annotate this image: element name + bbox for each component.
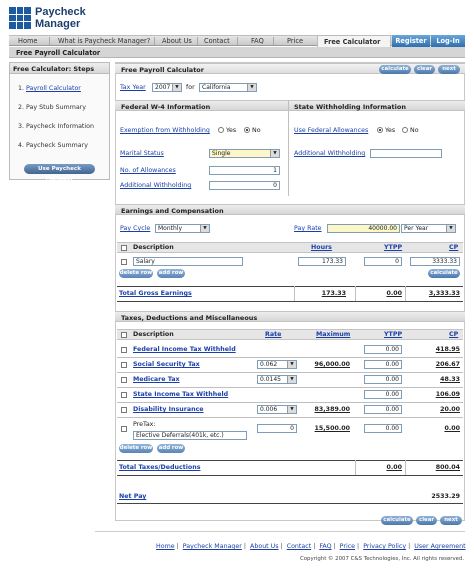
use-fed-yes-radio[interactable] — [377, 127, 383, 133]
footer-links — [156, 543, 466, 550]
tax-year-select[interactable]: 2007 ▼ — [152, 83, 182, 92]
earnings-row-checkbox[interactable] — [121, 259, 127, 265]
earnings-total-rule — [117, 286, 463, 287]
step-paycheck-summary: 4. Paycheck Summary — [18, 142, 88, 149]
next-button-top[interactable]: next — [438, 65, 460, 74]
state-select[interactable]: California ▼ — [199, 83, 257, 92]
earnings-title: Earnings and Compensation — [121, 207, 224, 215]
earnings-row-hours-input[interactable]: 173.33 — [298, 257, 346, 266]
total-divider — [294, 286, 295, 301]
tax-row-social-security-ytpp-input[interactable]: 0.00 — [364, 360, 402, 369]
use-fed-no-label: No — [410, 127, 419, 134]
taxes-select-all-checkbox[interactable] — [121, 332, 127, 338]
nav-home[interactable]: Home — [18, 37, 38, 45]
pretax-type-input[interactable]: Elective Deferrals(401k, etc.) — [133, 431, 247, 440]
earnings-row-cp-input[interactable]: 3333.33 — [410, 257, 460, 266]
exemption-no-radio[interactable] — [244, 127, 250, 133]
w4-title: Federal W-4 Information — [121, 103, 211, 111]
footer-link-faq[interactable]: FAQ — [319, 543, 332, 550]
total-divider — [405, 286, 406, 301]
tax-row-medicare[interactable]: Medicare Tax — [133, 376, 180, 383]
total-divider — [405, 460, 406, 475]
tax-row-checkbox[interactable] — [121, 392, 127, 398]
exemption-link[interactable]: Exemption from Withholding — [120, 127, 210, 134]
step-payroll-calculator[interactable]: 1. Payroll Calculator — [18, 85, 81, 92]
taxes-delete-row-button[interactable]: delete row — [119, 445, 153, 451]
nav-free-calculator[interactable]: Free Calculator — [317, 35, 391, 47]
nav-separator — [49, 37, 50, 45]
step-paycheck-information: 3. Paycheck Information — [18, 123, 94, 130]
taxes-title: Taxes, Deductions and Miscellaneous — [121, 314, 258, 322]
tax-row-social-security-maximum: 96,000.00 — [314, 361, 350, 368]
exemption-yes-radio[interactable] — [218, 127, 224, 133]
footer-link-price[interactable]: Price — [339, 543, 356, 550]
nav-what-is[interactable]: What is Paycheck Manager? — [58, 37, 151, 45]
nav-price[interactable]: Price — [287, 37, 304, 45]
nav-contact[interactable]: Contact — [204, 37, 230, 45]
footer-link-user-agreement[interactable]: User Agreement — [414, 543, 466, 550]
tax-row-federal-income-tax[interactable]: Federal Income Tax Withheld — [133, 346, 236, 353]
pay-rate-link[interactable]: Pay Rate — [294, 225, 322, 232]
nav-separator — [197, 37, 198, 45]
total-divider — [355, 286, 356, 301]
exemption-yes-label: Yes — [226, 127, 237, 134]
footer-separator: | — [333, 543, 336, 550]
tax-row-disability-cp: 20.00 — [440, 406, 460, 413]
pretax-rate-input[interactable]: 0 — [257, 424, 297, 433]
pretax-label: PreTax: — [133, 421, 156, 428]
net-pay-rule — [117, 503, 463, 504]
total-gross-earnings-link[interactable]: Total Gross Earnings — [119, 290, 192, 297]
earnings-add-row-button[interactable]: add row — [158, 270, 184, 276]
tax-row-medicare-cp: 48.33 — [440, 376, 460, 383]
main-nav — [9, 35, 465, 46]
taxes-col-maximum[interactable]: Maximum — [316, 331, 351, 338]
tax-row-checkbox[interactable] — [121, 407, 127, 413]
state-additional-withholding-link[interactable]: Additional Withholding — [294, 150, 366, 157]
footer-separator: | — [313, 543, 316, 550]
tax-row-federal-ytpp-input[interactable]: 0.00 — [364, 345, 402, 354]
net-pay-value: 2533.29 — [431, 493, 460, 500]
earnings-row-description-input[interactable]: Salary — [133, 257, 243, 266]
pay-rate-input[interactable]: 40000.00 — [327, 224, 400, 233]
total-ytpp-value: 0.00 — [386, 290, 402, 297]
marital-status-select[interactable]: Single ▼ — [209, 149, 280, 158]
total-taxes-ytpp: 0.00 — [386, 464, 402, 471]
tax-row-checkbox[interactable] — [121, 362, 127, 368]
for-label: for — [186, 84, 195, 91]
footer-rule — [95, 531, 465, 532]
clear-button-top[interactable]: clear — [414, 65, 435, 74]
taxes-add-row-button[interactable]: add row — [158, 445, 184, 451]
pay-cycle-link[interactable]: Pay Cycle — [120, 225, 151, 232]
row-divider — [117, 372, 463, 373]
earnings-header — [115, 204, 465, 215]
nav-separator — [154, 37, 155, 45]
footer-link-privacy-policy[interactable]: Privacy Policy — [363, 543, 407, 550]
tax-row-disability-insurance[interactable]: Disability Insurance — [133, 406, 204, 413]
use-fed-yes-label: Yes — [385, 127, 396, 134]
footer-separator: | — [357, 543, 360, 550]
net-pay-link[interactable]: Net Pay — [119, 493, 147, 500]
earnings-total-rule-bottom — [117, 301, 463, 302]
total-divider — [355, 460, 356, 475]
exemption-no-label: No — [252, 127, 261, 134]
logo[interactable] — [9, 5, 91, 33]
tax-row-social-security-rate-select[interactable]: 0.062 ▼ — [257, 360, 297, 369]
additional-withholding-input[interactable]: 0 — [209, 181, 280, 190]
logo-grid-icon — [9, 7, 31, 29]
steps-sidebar — [9, 62, 110, 180]
footer-separator: | — [408, 543, 411, 550]
earnings-calculate-button[interactable]: calculate — [428, 269, 460, 278]
tax-row-checkbox[interactable] — [121, 426, 127, 432]
tax-row-checkbox[interactable] — [121, 377, 127, 383]
taxes-col-rate[interactable]: Rate — [265, 331, 282, 338]
footer-link-about-us[interactable]: About Us — [250, 543, 279, 550]
tax-row-social-security-cp: 206.67 — [435, 361, 460, 368]
total-taxes-deductions-link[interactable]: Total Taxes/Deductions — [119, 464, 201, 471]
calculator-title: Free Payroll Calculator — [121, 66, 204, 74]
tax-row-state-cp: 106.09 — [435, 391, 460, 398]
earnings-row-ytpp-input[interactable]: 0 — [364, 257, 402, 266]
row-divider — [117, 417, 463, 418]
allowances-input[interactable]: 1 — [209, 166, 280, 175]
tax-row-medicare-ytpp-input[interactable]: 0.00 — [364, 375, 402, 384]
tax-row-state-income-tax[interactable]: State Income Tax Withheld — [133, 391, 229, 398]
marital-status-link[interactable]: Marital Status — [120, 150, 164, 157]
calculate-button-top[interactable]: calculate — [379, 65, 411, 74]
row-divider — [117, 357, 463, 358]
login-button[interactable]: Log-In — [431, 35, 465, 47]
tax-year-link[interactable]: Tax Year — [120, 84, 146, 91]
taxes-col-ytpp[interactable]: YTPP — [384, 331, 403, 338]
tax-row-social-security[interactable]: Social Security Tax — [133, 361, 200, 368]
page-title-bar — [9, 47, 465, 58]
logo-text-line1: Paycheck — [35, 6, 86, 18]
footer-separator: | — [243, 543, 247, 550]
earnings-delete-row-button[interactable]: delete row — [119, 270, 153, 276]
copyright: Copyright © 2007 C&S Technologies, Inc. All rights reserved. — [300, 556, 465, 562]
tax-row-medicare-rate-select[interactable]: 0.0145 ▼ — [257, 375, 297, 384]
allowances-link[interactable]: No. of Allowances — [120, 167, 176, 174]
total-hours-value: 173.33 — [321, 290, 346, 297]
sidebar-title: Free Calculator: Steps — [10, 63, 109, 74]
logo-text-line2: Manager — [35, 18, 81, 30]
earnings-col-ytpp[interactable]: YTPP — [384, 244, 403, 251]
pay-rate-unit-select[interactable]: Per Year ▼ — [401, 224, 456, 233]
pretax-ytpp-input[interactable]: 0.00 — [364, 424, 402, 433]
nav-separator — [273, 37, 274, 45]
total-cp-value: 3,333.33 — [428, 290, 460, 297]
tax-row-disability-rate-select[interactable]: 0.006 ▼ — [257, 405, 297, 414]
taxes-total-rule — [117, 460, 463, 461]
nav-faq[interactable]: FAQ — [251, 37, 264, 45]
tax-row-disability-ytpp-input[interactable]: 0.00 — [364, 405, 402, 414]
step-pay-stub-summary: 2. Pay Stub Summary — [18, 104, 86, 111]
next-button-bottom[interactable]: next — [440, 516, 462, 525]
state-additional-withholding-input[interactable] — [370, 149, 442, 158]
calculator-header — [115, 63, 465, 74]
nav-about-us[interactable]: About Us — [162, 37, 192, 45]
step-payroll-calculator-link[interactable]: Payroll Calculator — [26, 85, 81, 92]
row-divider — [117, 387, 463, 388]
earnings-col-hours[interactable]: Hours — [311, 244, 332, 251]
w4-header — [115, 100, 465, 111]
earnings-col-description: Description — [133, 244, 174, 251]
use-paycheck-manager-button[interactable]: Use Paycheck Manager — [24, 164, 95, 174]
earnings-col-cp[interactable]: CP — [449, 244, 459, 251]
page-title: Free Payroll Calculator — [16, 49, 101, 57]
footer-separator: | — [280, 543, 283, 550]
footer-separator: | — [176, 543, 179, 550]
row-divider — [117, 402, 463, 403]
calculate-button-bottom[interactable]: calculate — [381, 516, 413, 525]
taxes-col-description: Description — [133, 331, 174, 338]
tax-row-state-ytpp-input[interactable]: 0.00 — [364, 390, 402, 399]
register-button[interactable]: Register — [392, 35, 430, 47]
total-taxes-cp: 800.04 — [435, 464, 460, 471]
use-federal-allowances-link[interactable]: Use Federal Allowances — [294, 127, 369, 134]
earnings-select-all-checkbox[interactable] — [121, 245, 127, 251]
clear-button-bottom[interactable]: clear — [416, 516, 437, 525]
state-withholding-title: State Withholding Information — [294, 103, 406, 111]
pretax-maximum: 15,500.00 — [314, 425, 350, 432]
additional-withholding-link[interactable]: Additional Withholding — [120, 182, 192, 189]
nav-separator — [237, 37, 238, 45]
taxes-header — [115, 311, 465, 322]
footer-link-contact[interactable]: Contact — [286, 543, 312, 550]
footer-link-home[interactable]: Home — [156, 543, 175, 550]
use-fed-no-radio[interactable] — [402, 127, 408, 133]
taxes-col-cp[interactable]: CP — [449, 331, 459, 338]
pretax-cp: 0.00 — [444, 425, 460, 432]
tax-row-disability-maximum: 83,389.00 — [314, 406, 350, 413]
taxes-total-rule-bottom — [117, 475, 463, 476]
tax-row-checkbox[interactable] — [121, 347, 127, 353]
footer-link-paycheck-manager[interactable]: Paycheck Manager — [182, 543, 242, 550]
column-divider — [288, 100, 289, 196]
pay-cycle-select[interactable]: Monthly ▼ — [155, 224, 210, 233]
tax-row-federal-cp: 418.95 — [435, 346, 460, 353]
